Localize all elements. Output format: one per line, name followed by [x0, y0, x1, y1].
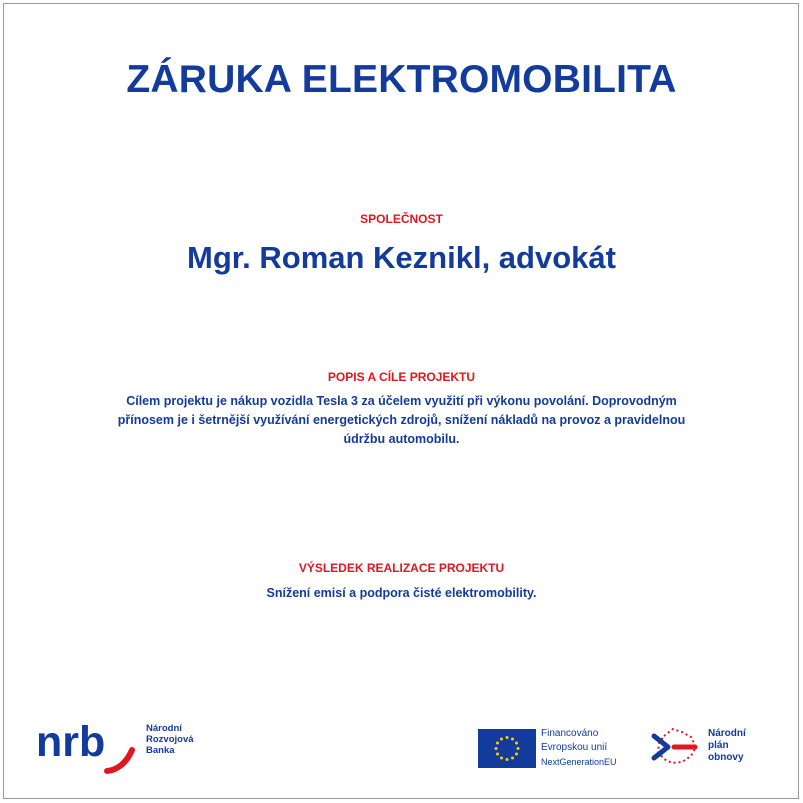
npo-logo-line1: Národní [708, 728, 746, 739]
eu-flag-icon [478, 729, 536, 768]
npo-logo-line3: obnovy [708, 752, 744, 763]
company-label: SPOLEČNOST [360, 212, 443, 226]
nrb-swoosh [107, 750, 132, 771]
eu-funding-logo [478, 727, 638, 769]
npo-logo-mark-icon [646, 721, 704, 773]
eu-funding-line1: Financováno [541, 728, 599, 739]
nrb-logo-mark [36, 718, 140, 778]
npo-logo-text [708, 728, 746, 764]
company-name: Mgr. Roman Keznikl, advokát [187, 240, 616, 275]
page-title: ZÁRUKA ELEKTROMOBILITA [126, 58, 677, 101]
nrb-logo-wordmark: nrb [36, 718, 106, 766]
result-text: Snížení emisí a podpora čisté elektromobility. [266, 586, 537, 600]
nrb-logo-line3: Banka [146, 745, 175, 756]
eu-funding-line2: Evropskou unií [541, 742, 608, 753]
eu-funding-text [541, 727, 641, 769]
description-text: Cílem projektu je nákup vozidla Tesla 3 za účelem využití při výkonu povolání. Doprovodným přínosem je i šetrnější využívání energetických zdrojů, snížení nákladů na provoz a pravidelnou údržbu automobilu. [117, 394, 686, 446]
npo-logo-line2: plán [708, 740, 729, 751]
description-label: POPIS A CÍLE PROJEKTU [327, 370, 476, 384]
result-label: VÝSLEDEK REALIZACE PROJEKTU [298, 561, 505, 575]
national-recovery-plan-logo [646, 721, 766, 773]
npo-chevron [654, 736, 668, 758]
nrb-logo [36, 718, 216, 778]
eu-funding-line3: NextGenerationEU [541, 757, 617, 767]
nrb-logo-line1: Národní [146, 723, 182, 734]
nrb-logo-line2: Rozvojová [146, 734, 194, 745]
nrb-logo-text [146, 723, 216, 756]
